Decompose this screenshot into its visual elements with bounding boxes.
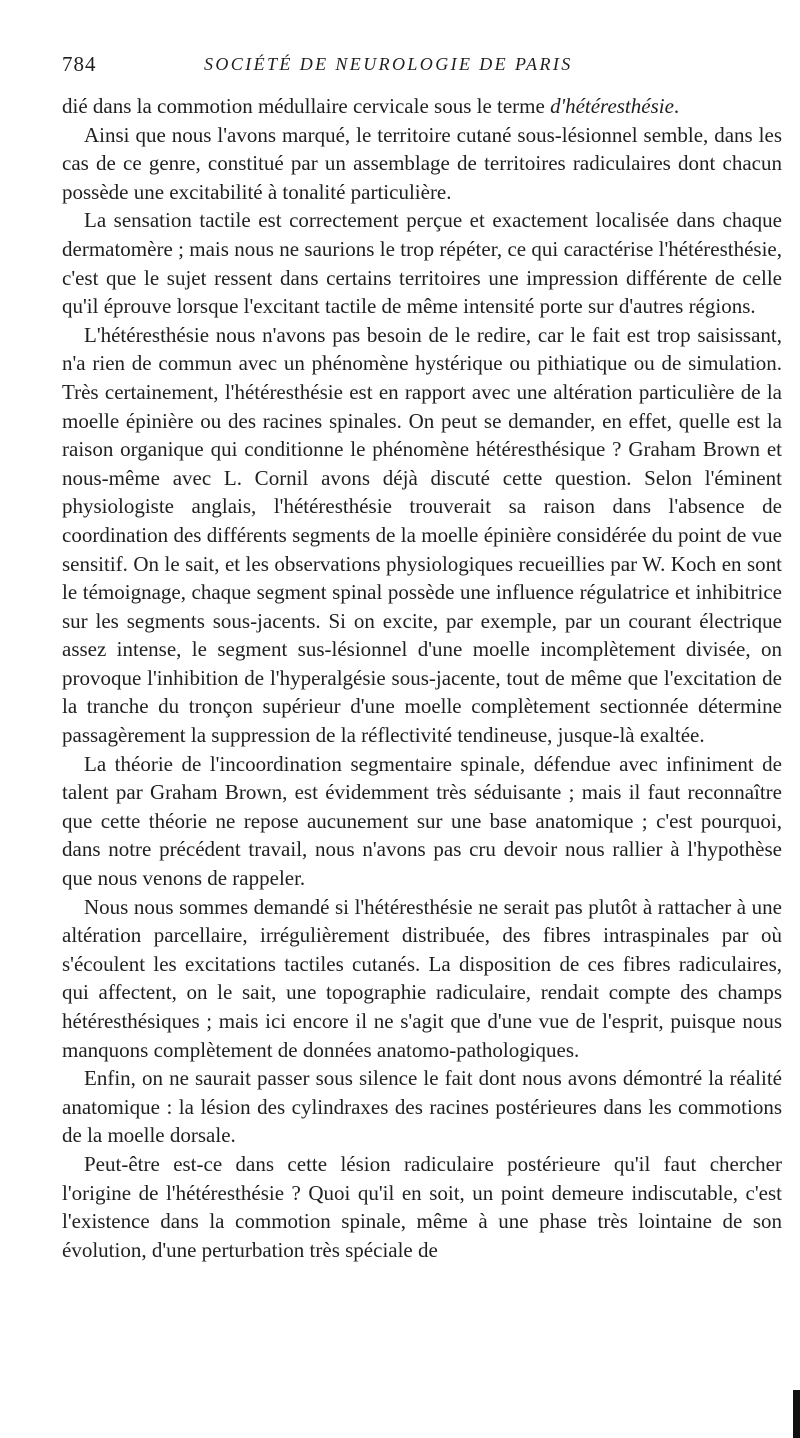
emphasized-term: d'hétéresthésie xyxy=(550,94,674,118)
paragraph: La sensation tactile est correctement perçue et exactement localisée dans chaque dermatomère ; mais nous ne saurions le trop répéter, ce qui caractérise l'hétéresthésie, c'est que le sujet ressent dans certains territoires une impression différente de celle qu'il éprouve lorsque l'excitant tactile de même intensité porte sur d'autres régions. xyxy=(62,208,782,319)
scan-edge-mark xyxy=(793,1390,800,1438)
paragraph: Nous nous sommes demandé si l'hétéresthésie ne serait pas plutôt à rattacher à une altération parcellaire, irrégulièrement distribuée, des fibres intraspinales par où s'écoulent les excitations tactiles cutanés. La disposition de ces fibres radiculaires, qui affectent, on le sait, une topographie radiculaire, rendait compte des champs hétéresthésiques ; mais ici encore il ne s'agit que d'une vue de l'esprit, puisque nous manquons complètement de données anatomo-pathologiques. xyxy=(62,894,782,1062)
paragraph: Enfin, on ne saurait passer sous silence le fait dont nous avons démontré la réalité anatomique : la lésion des cylindraxes des racines postérieures dans les commotions de la moelle dorsale. xyxy=(62,1066,782,1148)
paragraph: Peut-être est-ce dans cette lésion radiculaire postérieure qu'il faut chercher l'origine de l'hétéresthésie ? Quoi qu'il en soit, un point demeure indiscutable, c'est l'existence dans la commotion spinale, même à une phase très lointaine de son évolution, d'une perturbation très spéciale de xyxy=(62,1151,782,1262)
running-title: SOCIÉTÉ DE NEUROLOGIE DE PARIS xyxy=(204,54,573,74)
paragraph-end-punctuation: . xyxy=(673,94,680,118)
paragraph: L'hétéresthésie nous n'avons pas besoin de le redire, car le fait est trop saisissant, n'a rien de commun avec un phénomène hystérique ou pithiatique ou de simulation. Très certainement, l'hétéresthésie est en rapport avec une altération particulière de la moelle épinière ou des racines spinales. On peut se demander, en effet, quelle est la raison organique qui conditionne le phénomène hétéresthésique ? Graham Brown et nous-même avec L. Cornil avons déjà discuté cette question. Selon l'éminent physiologiste anglais, l'hétéresthésie trouverait sa raison dans l'absence de coordination des différents segments de la moelle épinière considérée du point de vue sensitif. On le sait, et les observations physiologiques recueillies par W. Koch en sont le témoignage, chaque segment spinal possède une influence régulatrice et inhibitrice sur les segments sous-jacents. Si on excite, par exemple, par un courant électrique assez intense, le segment sus-lésionnel d'une moelle incomplètement divisée, on provoque l'inhibition de l'hyperalgésie sous-jacente, tout de même que l'excitation de la tranche du tronçon supérieur d'une moelle complètement sectionnée détermine passagèrement la suppression de la réflectivité tendineuse, jusque-là exaltée. xyxy=(62,322,782,748)
paragraph-text: dié dans la commotion médullaire cervicale sous le terme xyxy=(62,94,551,118)
body-text xyxy=(62,92,782,1264)
paragraph: La théorie de l'incoordination segmentaire spinale, défendue avec infiniment de talent par Graham Brown, est évidemment très séduisante ; mais il faut reconnaître que cette théorie ne repose aucunement sur une base anatomique ; c'est pourquoi, dans notre précédent travail, nous n'avons pas cru devoir nous rallier à l'hypothèse que nous venons de rappeler. xyxy=(62,751,782,891)
paragraph-continuation xyxy=(62,92,782,121)
page-header xyxy=(62,52,782,92)
page-number: 784 xyxy=(62,52,97,76)
paragraph: Ainsi que nous l'avons marqué, le territoire cutané sous-lésionnel semble, dans les cas de ce genre, constitué par un assemblage de territoires radiculaires dont chacun possède une excitabilité à tonalité particulière. xyxy=(62,122,782,204)
page xyxy=(62,52,782,1264)
